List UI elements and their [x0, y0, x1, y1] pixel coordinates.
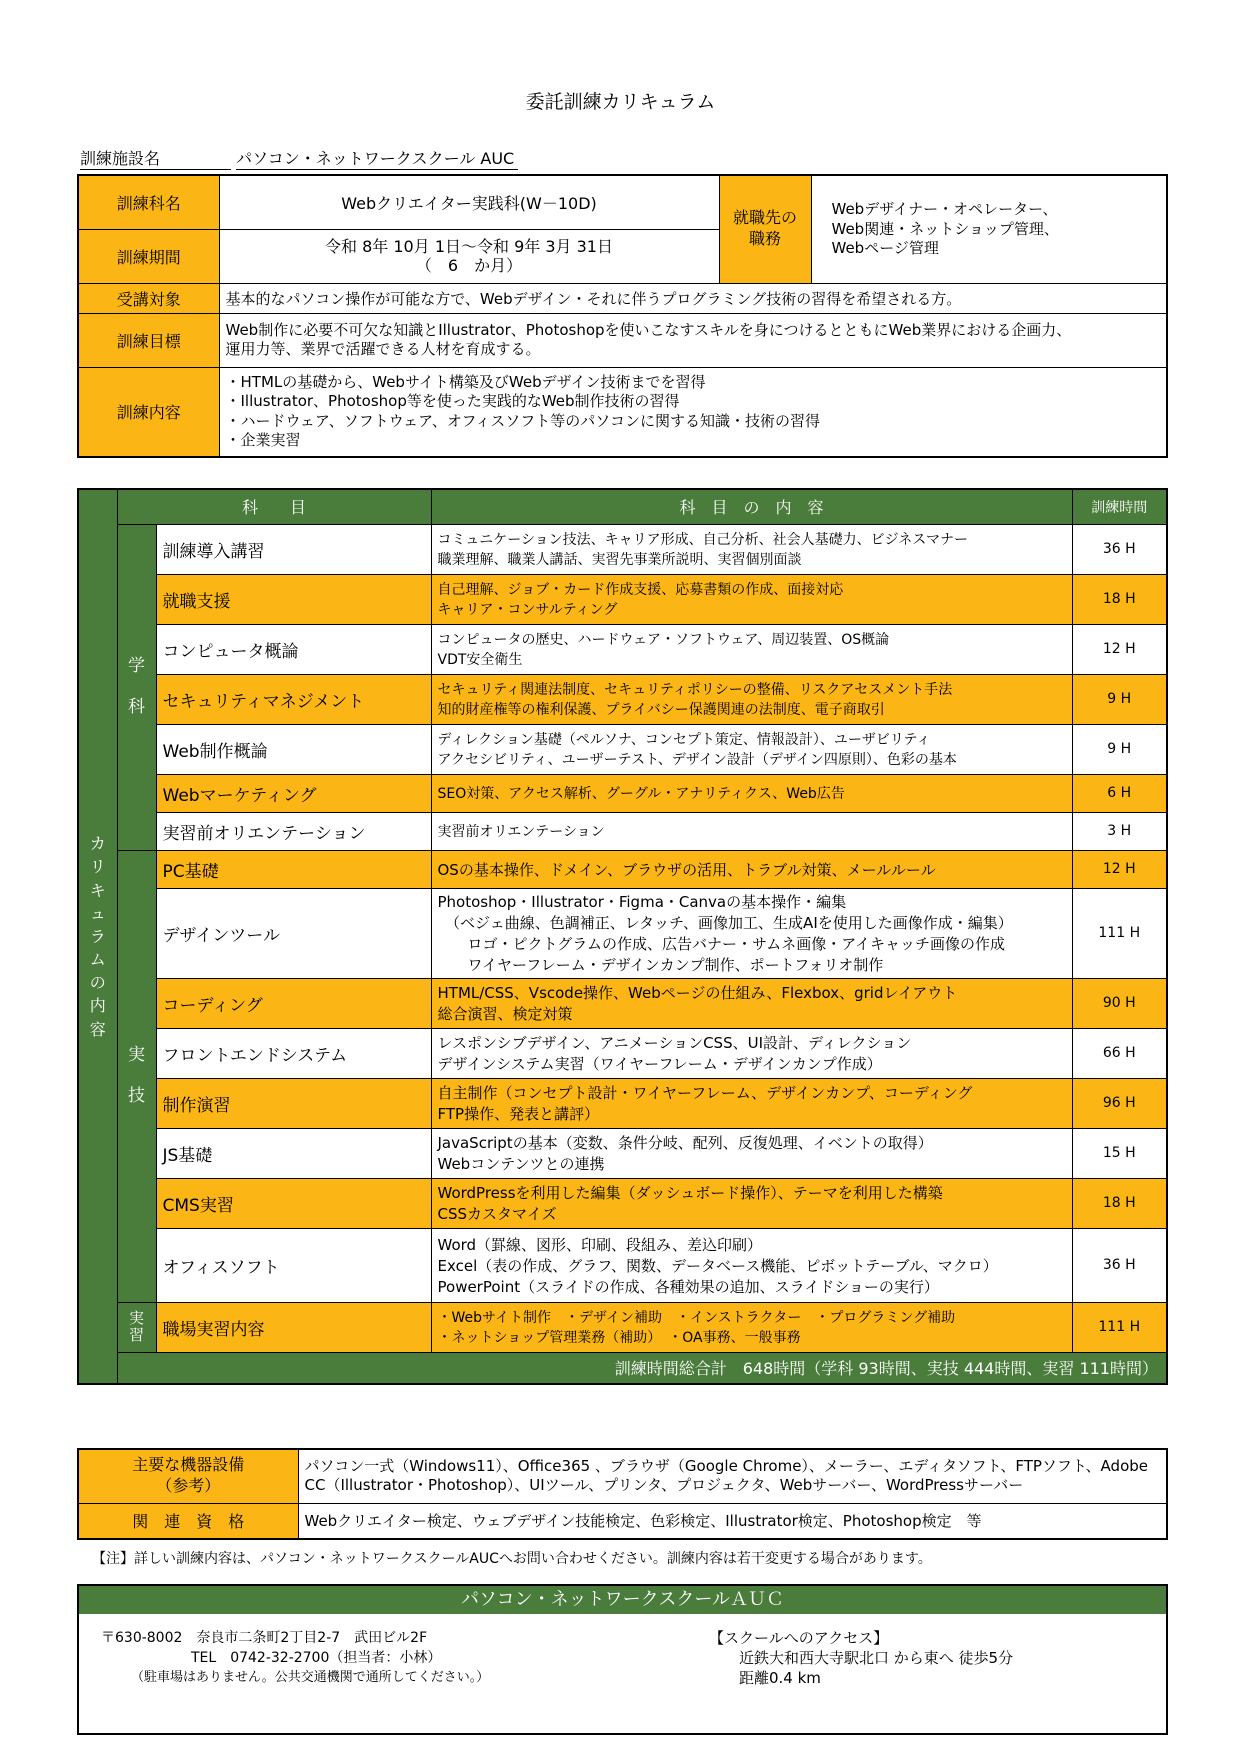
- detail-cell: 自主制作（コンセプト設計・ワイヤーフレーム、デザインカンプ、コーディング FTP操作、発表と講評）: [431, 1078, 1072, 1128]
- header-detail: 科 目 の 内 容: [431, 489, 1072, 524]
- footer-contact: [101, 1628, 489, 1688]
- subject-cell: 実習前オリエンテーション: [156, 812, 431, 850]
- facility-name: パソコン・ネットワークスクール AUC: [236, 146, 518, 170]
- period-dates: 令和 8年 10月 1日～令和 9年 3月 31日: [325, 236, 613, 256]
- equipment-label: 主要な機器設備 （参考）: [78, 1449, 298, 1503]
- course-info-table: [77, 174, 1168, 458]
- target-value: 基本的なパソコン操作が可能な方で、Webデザイン・それに伴うプログラミング技術の習得を希望される方。: [219, 283, 1167, 313]
- course-period: [219, 229, 719, 283]
- detail-cell: 自己理解、ジョブ・カード作成支援、応募書類の作成、面接対応 キャリア・コンサルティング: [431, 574, 1072, 624]
- curriculum-side-label: カリキュラムの内容: [78, 489, 117, 1384]
- access-distance: 距離0.4 km: [739, 1669, 821, 1687]
- hours-cell: 9 H: [1072, 724, 1167, 774]
- detail-cell: ・Webサイト制作 ・デザイン補助 ・インストラクター ・プログラミング補助 ・ネットショップ管理業務（補助） ・OA事務、一般事務: [431, 1302, 1072, 1352]
- hours-cell: 18 H: [1072, 1178, 1167, 1228]
- subject-cell: 就職支援: [156, 574, 431, 624]
- header-hours: 訓練時間: [1072, 489, 1167, 524]
- detail-cell: Photoshop・Illustrator・Figma・Canvaの基本操作・編集 （ベジェ曲線、色調補正、レタッチ、画像加工、生成AIを使用した画像作成・編集） ロゴ・ピクトグラムの作成、広告バナー・サムネ画像・アイキャッチ画像の作成 ワイヤーフレーム・デザインカンプ制作、ポートフォリオ制作: [431, 888, 1072, 978]
- hours-cell: 6 H: [1072, 774, 1167, 812]
- detail-cell: OSの基本操作、ドメイン、ブラウザの活用、トラブル対策、メールルール: [431, 850, 1072, 888]
- footer-parking: （駐車場はありません。公共交通機関で通所してください。）: [131, 1670, 490, 1685]
- subject-cell: 訓練導入講習: [156, 524, 431, 574]
- hours-cell: 18 H: [1072, 574, 1167, 624]
- job-value: Webデザイナー・オペレーター、 Web関連・ネットショップ管理、 Webページ管理: [811, 175, 1167, 283]
- curriculum-table: [77, 488, 1168, 1385]
- access-title: 【スクールへのアクセス】: [709, 1629, 889, 1647]
- course-name: [219, 175, 719, 229]
- hours-cell: 90 H: [1072, 978, 1167, 1028]
- content-value: ・HTMLの基礎から、Webサイト構築及びWebデザイン技術までを習得 ・Illustrator、Photoshop等を使った実践的なWeb制作技術の習得 ・ハードウェア、ソフトウェア、オフィスソフト等のパソコンに関する知識・技術の習得 ・企業実習: [219, 367, 1167, 457]
- hours-cell: 111 H: [1072, 888, 1167, 978]
- subject-cell: CMS実習: [156, 1178, 431, 1228]
- note-text: 【注】詳しい訓練内容は、パソコン・ネットワークスクールAUCへお問い合わせください。訓練内容は若干変更する場合があります。: [92, 1551, 932, 1567]
- subject-cell: セキュリティマネジメント: [156, 674, 431, 724]
- footer-access: [709, 1628, 1013, 1688]
- facility-line: [80, 146, 518, 170]
- footer-band: パソコン・ネットワークスクールＡＵＣ: [79, 1586, 1166, 1614]
- detail-cell: レスポンシブデザイン、アニメーションCSS、UI設計、ディレクション デザインシステム実習（ワイヤーフレーム・デザインカンプ作成）: [431, 1028, 1072, 1078]
- detail-cell: 実習前オリエンテーション: [431, 812, 1072, 850]
- hours-cell: 12 H: [1072, 850, 1167, 888]
- hours-cell: 36 H: [1072, 524, 1167, 574]
- detail-cell: JavaScriptの基本（変数、条件分岐、配列、反復処理、イベントの取得） Webコンテンツとの連携: [431, 1128, 1072, 1178]
- hours-cell: 15 H: [1072, 1128, 1167, 1178]
- equipment-table: [77, 1448, 1168, 1540]
- footer-tel: TEL 0742-32-2700（担当者：小林）: [191, 1650, 442, 1666]
- hours-cell: 66 H: [1072, 1028, 1167, 1078]
- group-jitsugi: 実 技: [117, 850, 156, 1302]
- subject-cell: Web制作概論: [156, 724, 431, 774]
- course-period-label: 訓練期間: [78, 229, 219, 283]
- header-subject: 科 目: [117, 489, 431, 524]
- total-hours: 訓練時間総合計 648時間（学科 93時間、実技 444時間、実習 111時間）: [117, 1352, 1167, 1384]
- subject-cell: オフィスソフト: [156, 1228, 431, 1302]
- course-name-label: 訓練科名: [78, 175, 219, 229]
- goal-value: Web制作に必要不可欠な知識とIllustrator、Photoshopを使いこなすスキルを身につけるとともにWeb業界における企画力、 運用力等、業界で活躍できる人材を育成する。: [219, 313, 1167, 367]
- hours-cell: 96 H: [1072, 1078, 1167, 1128]
- detail-cell: セキュリティ関連法制度、セキュリティポリシーの整備、リスクアセスメント手法 知的財産権等の権利保護、プライバシー保護関連の法制度、電子商取引: [431, 674, 1072, 724]
- period-months: （ 6 か月）: [415, 256, 523, 275]
- detail-cell: WordPressを利用した編集（ダッシュボード操作）、テーマを利用した構築 CSSカスタマイズ: [431, 1178, 1072, 1228]
- detail-cell: Word（罫線、図形、印刷、段組み、差込印刷） Excel（表の作成、グラフ、関数、データベース機能、ピボットテーブル、マクロ） PowerPoint（スライドの作成、各種効果の追加、スライドショーの実行）: [431, 1228, 1072, 1302]
- detail-cell: コミュニケーション技法、キャリア形成、自己分析、社会人基礎力、ビジネスマナー 職業理解、職業人講話、実習先事業所説明、実習個別面談: [431, 524, 1072, 574]
- hours-cell: 111 H: [1072, 1302, 1167, 1352]
- equipment-value: パソコン一式（Windows11）、Office365 、ブラウザ（Google Chrome）、メーラー、エディタソフト、FTPソフト、Adobe CC（Illustrator・Photoshop）、UIツール、プリンタ、プロジェクタ、Webサーバー、WordPressサーバー: [298, 1449, 1167, 1503]
- detail-cell: ディレクション基礎（ペルソナ、コンセプト策定、情報設計）、ユーザビリティ アクセシビリティ、ユーザーテスト、デザイン設計（デザイン四原則）、色彩の基本: [431, 724, 1072, 774]
- subject-cell: コンピュータ概論: [156, 624, 431, 674]
- target-label: 受講対象: [78, 283, 219, 313]
- detail-cell: コンピュータの歴史、ハードウェア・ソフトウェア、周辺装置、OS概論 VDT安全衛生: [431, 624, 1072, 674]
- subject-cell: デザインツール: [156, 888, 431, 978]
- goal-label: 訓練目標: [78, 313, 219, 367]
- job-label: 就職先の 職務: [719, 175, 811, 283]
- group-jisshu: 実 習: [117, 1302, 156, 1352]
- subject-cell: JS基礎: [156, 1128, 431, 1178]
- subject-cell: 制作演習: [156, 1078, 431, 1128]
- subject-cell: コーディング: [156, 978, 431, 1028]
- subject-cell: 職場実習内容: [156, 1302, 431, 1352]
- hours-cell: 3 H: [1072, 812, 1167, 850]
- group-gakka: 学 科: [117, 524, 156, 850]
- footer-box: [77, 1584, 1168, 1735]
- footer-address: 〒630-8002 奈良市二条町2丁目2-7 武田ビル2F: [101, 1630, 428, 1646]
- subject-cell: PC基礎: [156, 850, 431, 888]
- detail-cell: SEO対策、アクセス解析、グーグル・アナリティクス、Web広告: [431, 774, 1072, 812]
- content-label: 訓練内容: [78, 367, 219, 457]
- course-name-text: Webクリエイター実践科(W－10D): [341, 193, 597, 213]
- qualification-label: 関 連 資 格: [78, 1503, 298, 1539]
- hours-cell: 12 H: [1072, 624, 1167, 674]
- hours-cell: 9 H: [1072, 674, 1167, 724]
- qualification-value: Webクリエイター検定、ウェブデザイン技能検定、色彩検定、Illustrator検定、Photoshop検定 等: [298, 1503, 1167, 1539]
- access-route: 近鉄大和西大寺駅北口 から東へ 徒歩5分: [739, 1649, 1014, 1667]
- facility-label: 訓練施設名: [80, 146, 231, 170]
- subject-cell: Webマーケティング: [156, 774, 431, 812]
- subject-cell: フロントエンドシステム: [156, 1028, 431, 1078]
- page-title: 委託訓練カリキュラム: [525, 91, 716, 113]
- detail-cell: HTML/CSS、Vscode操作、Webページの仕組み、Flexbox、gridレイアウト 総合演習、検定対策: [431, 978, 1072, 1028]
- hours-cell: 36 H: [1072, 1228, 1167, 1302]
